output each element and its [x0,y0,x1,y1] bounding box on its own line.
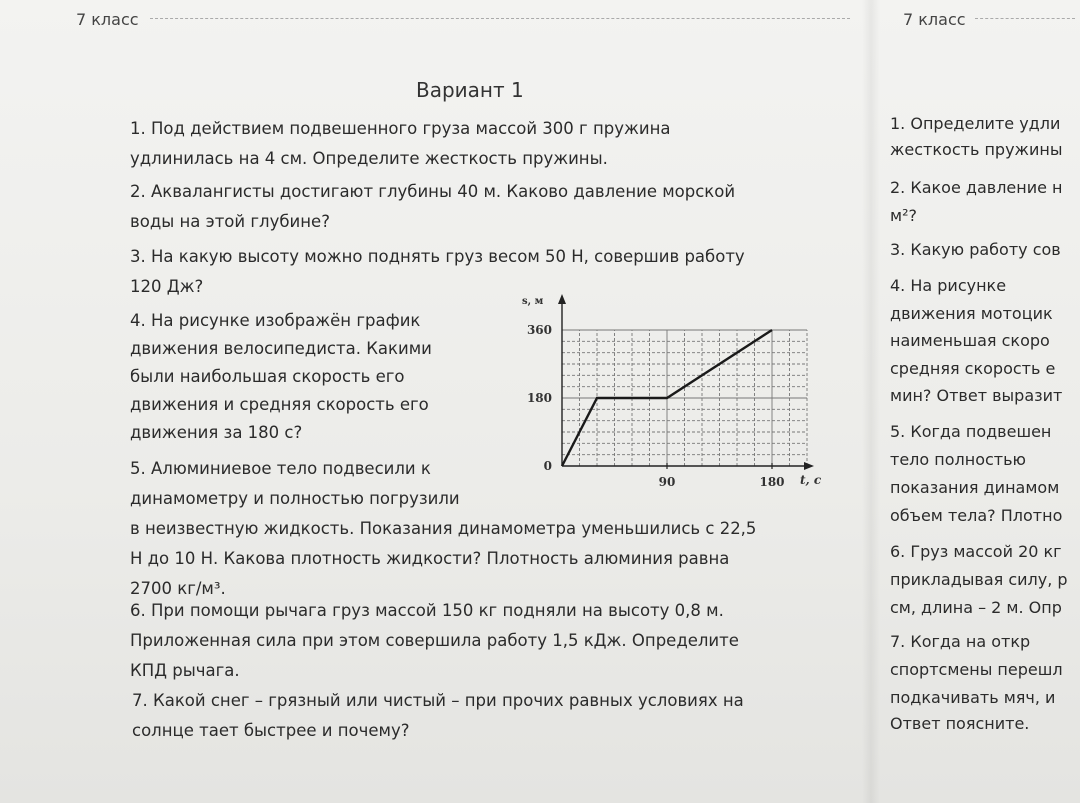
question-line: в неизвестную жидкость. Показания динамометра уменьшились с 22,5 [130,519,757,538]
right-class-label: 7 класс [903,10,966,29]
question-line: воды на этой глубине? [130,212,330,231]
right-page-line: движения мотоцик [890,304,1053,323]
right-page-line: прикладывая силу, р [890,570,1068,589]
right-page-line: 1. Определите удли [890,114,1061,133]
question-6 [130,596,820,686]
right-page-line: 7. Когда на откр [890,632,1031,651]
question-line: 3. На какую высоту можно поднять груз весом 50 Н, совершив работу [130,247,745,266]
question-line: 120 Дж? [130,277,204,296]
right-page-line: спортсмены перешл [890,660,1063,679]
right-page-line: тело полностью [890,450,1027,469]
right-page-line: 6. Груз массой 20 кг [890,542,1062,561]
question-1 [130,114,810,174]
y-axis-label: s, м [522,296,544,307]
right-page-line: 3. Какую работу сов [890,240,1061,259]
y-axis-arrow [558,294,566,304]
question-line: 2. Аквалангисты достигают глубины 40 м. Каково давление морской [130,182,736,201]
right-page-line: 4. На рисунке [890,276,1007,295]
question-line: Приложенная сила при этом совершила работу 1,5 кДж. Определите [130,631,739,650]
left-class-label: 7 класс [76,10,139,29]
y-tick-label: 180 [526,391,552,405]
right-page-line: средняя скорость е [890,359,1056,378]
question-4 [130,307,500,447]
question-line: КПД рычага. [130,661,240,680]
right-page-line: наименьшая скоро [890,331,1050,350]
header-dashed-line [150,18,850,19]
question-line: солнце тает быстрее и почему? [132,721,410,740]
x-tick-label: 180 [759,475,785,489]
right-page-line: мин? Ответ выразит [890,386,1063,405]
question-line: 1. Под действием подвешенного груза массой 300 г пружина [130,119,671,138]
question-line: 7. Какой снег – грязный или чистый – при прочих равных условиях на [132,691,744,710]
right-page-line: 5. Когда подвешен [890,422,1052,441]
variant-title: Вариант 1 [416,78,524,102]
question-line: движения за 180 с? [130,423,303,442]
x-tick-label: 90 [658,475,676,489]
chart-ticks [522,296,822,489]
header-dashed-line-right [975,18,1075,19]
right-page-line: объем тела? Плотно [890,506,1063,525]
question-line: Н до 10 Н. Какова плотность жидкости? Плотность алюминия равна [130,549,730,568]
question-2 [130,177,810,237]
right-page-line: см, длина – 2 м. Опр [890,598,1062,617]
question-line: удлинилась на 4 см. Определите жесткость пружины. [130,149,608,168]
question-line: движения и средняя скорость его [130,395,429,414]
x-axis-arrow [804,462,814,470]
right-page-line: м²? [890,206,917,225]
question-line: динамометру и полностью погрузили [130,489,460,508]
question-line: были наибольшая скорость его [130,367,405,386]
page-fold [862,0,880,803]
x-axis-label: t, с [800,473,822,487]
right-page-line: подкачивать мяч, и [890,688,1056,707]
question-line: 5. Алюминиевое тело подвесили к [130,459,431,478]
chart-axes [558,294,814,470]
question-7 [132,686,822,746]
y-tick-label: 360 [526,323,552,337]
question-line: 2700 кг/м³. [130,579,226,598]
question-line: 4. На рисунке изображён график [130,311,421,330]
question-line: движения велосипедиста. Какими [130,339,432,358]
question-line: 6. При помощи рычага груз массой 150 кг подняли на высоту 0,8 м. [130,601,724,620]
y-tick-label: 0 [543,459,552,473]
right-page-line: показания динамом [890,478,1060,497]
right-page-line: Ответ поясните. [890,714,1030,733]
right-page-line: 2. Какое давление н [890,178,1063,197]
right-page-line: жесткость пружины [890,140,1063,159]
motion-graph [510,290,830,490]
